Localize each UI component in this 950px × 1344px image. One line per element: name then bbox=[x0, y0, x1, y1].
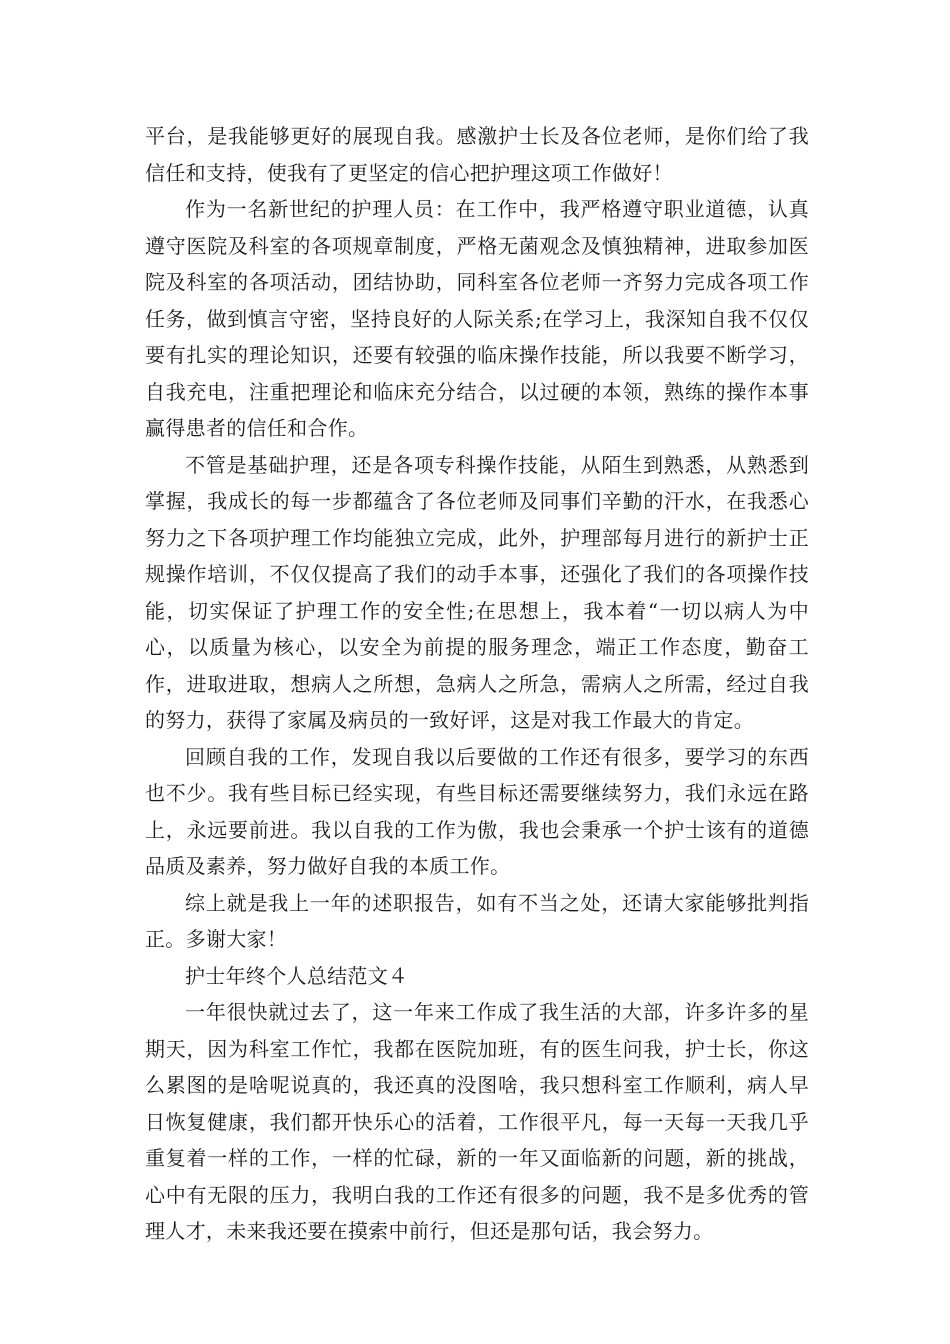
section-heading: 护士年终个人总结范文４ bbox=[185, 963, 409, 988]
document-body bbox=[145, 118, 809, 1250]
paragraph-4: 回顾自我的工作，发现自我以后要做的工作还有很多，要学习的东西也不少。我有些目标已经实现，有些目标还需要继续努力，我们永远在路上，永远要前进。我以自我的工作为傲，我也会秉承一个护士该有的道德品质及素养，努力做好自我的本质工作。 bbox=[145, 744, 809, 878]
paragraph-3: 不管是基础护理，还是各项专科操作技能，从陌生到熟悉，从熟悉到掌握，我成长的每一步都蕴含了各位老师及同事们辛勤的汗水，在我悉心努力之下各项护理工作均能独立完成，此外，护理部每月进行的新护士正规操作培训，不仅仅提高了我们的动手本事，还强化了我们的各项操作技能，切实保证了护理工作的安全性;在思想上，我本着“一切以病人为中心，以质量为核心，以安全为前提的服务理念，端正工作态度，勤奋工作，进取进取，想病人之所想，急病人之所急，需病人之所需，经过自我的努力，获得了家属及病员的一致好评，这是对我工作最大的肯定。 bbox=[145, 452, 809, 732]
paragraph-5: 综上就是我上一年的述职报告，如有不当之处，还请大家能够批判指正。多谢大家！ bbox=[145, 890, 809, 951]
paragraph-1: 平台，是我能够更好的展现自我。感激护士长及各位老师，是你们给了我信任和支持，使我有了更坚定的信心把护理这项工作做好！ bbox=[145, 124, 809, 185]
paragraph-2: 作为一名新世纪的护理人员：在工作中，我严格遵守职业道德，认真遵守医院及科室的各项规章制度，严格无菌观念及慎独精神，进取参加医院及科室的各项活动，团结协助，同科室各位老师一齐努力完成各项工作任务，做到慎言守密，坚持良好的人际关系;在学习上，我深知自我不仅仅要有扎实的理论知识，还要有较强的临床操作技能，所以我要不断学习，自我充电，注重把理论和临床充分结合，以过硬的本领，熟练的操作本事赢得患者的信任和合作。 bbox=[145, 197, 809, 440]
paragraph-6: 一年很快就过去了，这一年来工作成了我生活的大部，许多许多的星期天，因为科室工作忙，我都在医院加班，有的医生问我，护士长，你这么累图的是啥呢说真的，我还真的没图啥，我只想科室工作顺利，病人早日恢复健康，我们都开快乐心的活着，工作很平凡，每一天每一天我几乎重复着一样的工作，一样的忙碌，新的一年又面临新的问题，新的挑战，心中有无限的压力，我明白我的工作还有很多的问题，我不是多优秀的管理人才，未来我还要在摸索中前行，但还是那句话，我会努力。 bbox=[145, 1000, 809, 1243]
